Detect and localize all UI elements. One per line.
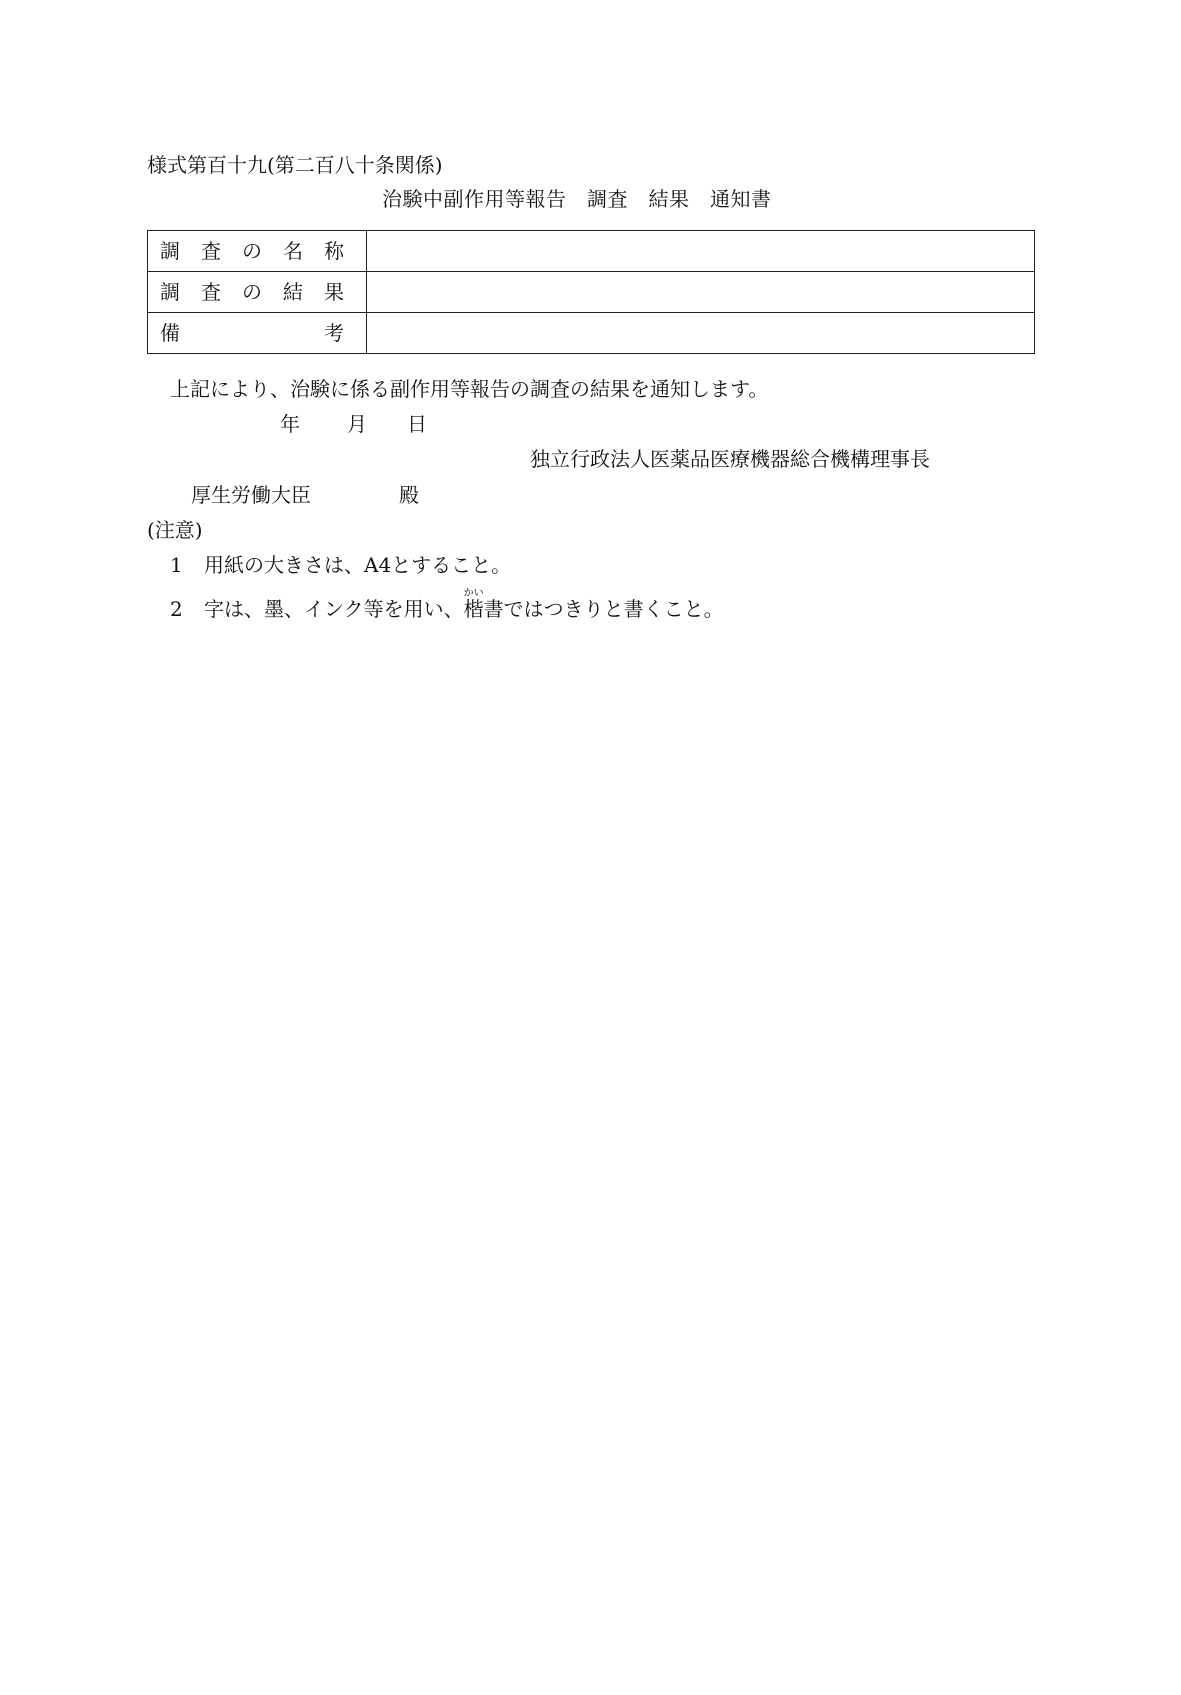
date-year: 年: [280, 412, 300, 436]
table-row-remarks: [148, 313, 1035, 354]
label-char: 査: [201, 239, 221, 263]
note-text-before: 字は、墨、インク等を用い、: [204, 597, 464, 621]
ruby-base: 楷: [463, 597, 484, 621]
addressee-line: [191, 485, 419, 505]
note-item: [170, 555, 511, 575]
ruby-reading: かい: [463, 588, 484, 599]
notes-heading: (注意): [147, 518, 203, 542]
document-title: 治験中副作用等報告 調査 結果 通知書: [382, 187, 772, 211]
survey-table: [147, 230, 1035, 354]
label-char: 結: [283, 280, 303, 304]
label-survey-result: [148, 272, 367, 313]
note-number: 2: [170, 597, 183, 621]
value-survey-result[interactable]: [367, 272, 1035, 313]
label-char: 称: [324, 239, 344, 263]
note-text-after: 書ではつきりと書くこと。: [483, 597, 724, 621]
issuer-name: 独立行政法人医薬品医療機器総合機構理事長: [530, 447, 930, 471]
note-text: 用紙の大きさは、A4とすること。: [204, 553, 512, 577]
label-char: の: [242, 239, 262, 263]
form-number: 様式第百十九(第二百八十条関係): [147, 153, 443, 177]
note-number: 1: [170, 553, 183, 577]
label-char: 果: [324, 280, 344, 304]
label-char: 考: [324, 321, 344, 345]
label-char: 備: [160, 321, 180, 345]
label-char: 調: [160, 280, 180, 304]
label-char: 名: [283, 239, 303, 263]
value-remarks[interactable]: [367, 313, 1035, 354]
date-day: 日: [407, 412, 427, 436]
label-remarks: [148, 313, 367, 354]
date-line: [280, 414, 427, 434]
addressee: 厚生労働大臣: [191, 483, 311, 507]
label-survey-name: [148, 231, 367, 272]
label-char: 査: [201, 280, 221, 304]
label-char: の: [242, 280, 262, 304]
table-row-survey-result: [148, 272, 1035, 313]
note-item: [170, 588, 724, 619]
value-survey-name[interactable]: [367, 231, 1035, 272]
date-month: 月: [347, 412, 367, 436]
label-char: 調: [160, 239, 180, 263]
ruby-kanji: [463, 588, 484, 621]
table-row-survey-name: [148, 231, 1035, 272]
honorific: 殿: [399, 483, 419, 507]
notice-text: 上記により、治験に係る副作用等報告の調査の結果を通知します。: [170, 377, 769, 401]
